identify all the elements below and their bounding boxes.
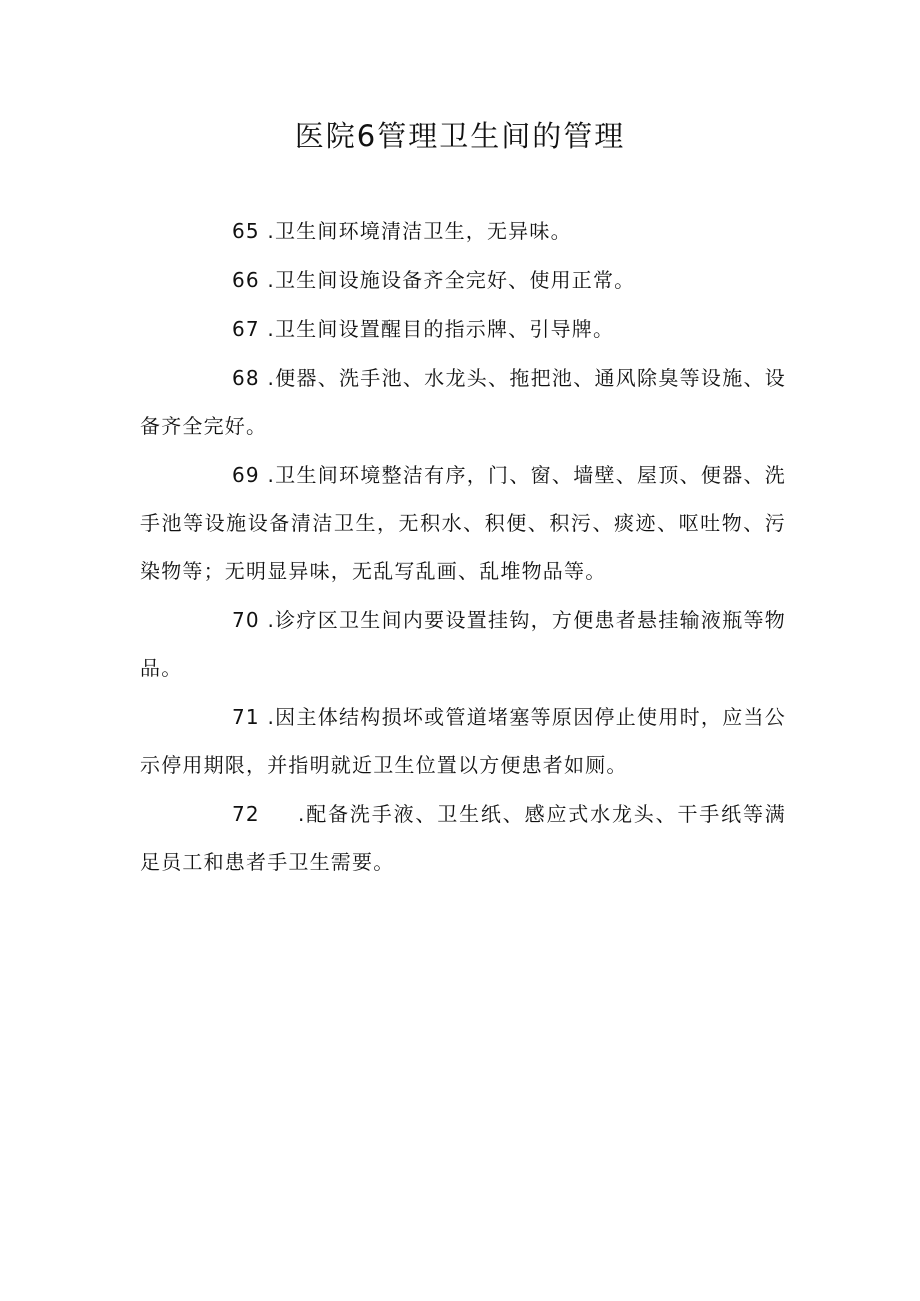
item-number: 65 bbox=[232, 219, 260, 243]
item-text: .卫生间设置醒目的指示牌、引导牌。 bbox=[259, 317, 615, 341]
list-item bbox=[140, 693, 786, 789]
item-text: .卫生间环境清洁卫生，无异味。 bbox=[259, 219, 572, 243]
item-number: 69 bbox=[232, 463, 260, 487]
list-item bbox=[140, 596, 786, 692]
list-item bbox=[140, 305, 786, 353]
list-item bbox=[140, 256, 786, 304]
item-text: .卫生间设施设备齐全完好、使用正常。 bbox=[259, 268, 636, 292]
item-text: .因主体结构损坏或管道堵塞等原因停止使用时，应当公示停用期限，并指明就近卫生位置以方便患者如厕。 bbox=[140, 705, 786, 777]
item-number: 66 bbox=[232, 268, 260, 292]
document-title: 医院6管理卫生间的管理 bbox=[294, 119, 626, 153]
item-number: 71 bbox=[232, 705, 260, 729]
item-text: .便器、洗手池、水龙头、拖把池、通风除臭等设施、设备齐全完好。 bbox=[140, 366, 786, 438]
item-text: .卫生间环境整洁有序，门、窗、墙壁、屋顶、便器、洗手池等设施设备清洁卫生，无积水、积便、积污、痰迹、呕吐物、污染物等；无明显异味，无乱写乱画、乱堆物品等。 bbox=[140, 463, 786, 583]
item-number: 72 bbox=[232, 802, 260, 826]
list-item bbox=[140, 451, 786, 595]
item-number: 70 bbox=[232, 608, 260, 632]
item-text: .诊疗区卫生间内要设置挂钩，方便患者悬挂输液瓶等物品。 bbox=[140, 608, 786, 680]
item-text: .配备洗手液、卫生纸、感应式水龙头、干手纸等满足员工和患者手卫生需要。 bbox=[140, 802, 786, 874]
item-number: 68 bbox=[232, 366, 260, 390]
document-body bbox=[140, 207, 786, 887]
list-item bbox=[140, 354, 786, 450]
list-item bbox=[140, 790, 786, 886]
list-item bbox=[140, 207, 786, 255]
item-number: 67 bbox=[232, 317, 260, 341]
